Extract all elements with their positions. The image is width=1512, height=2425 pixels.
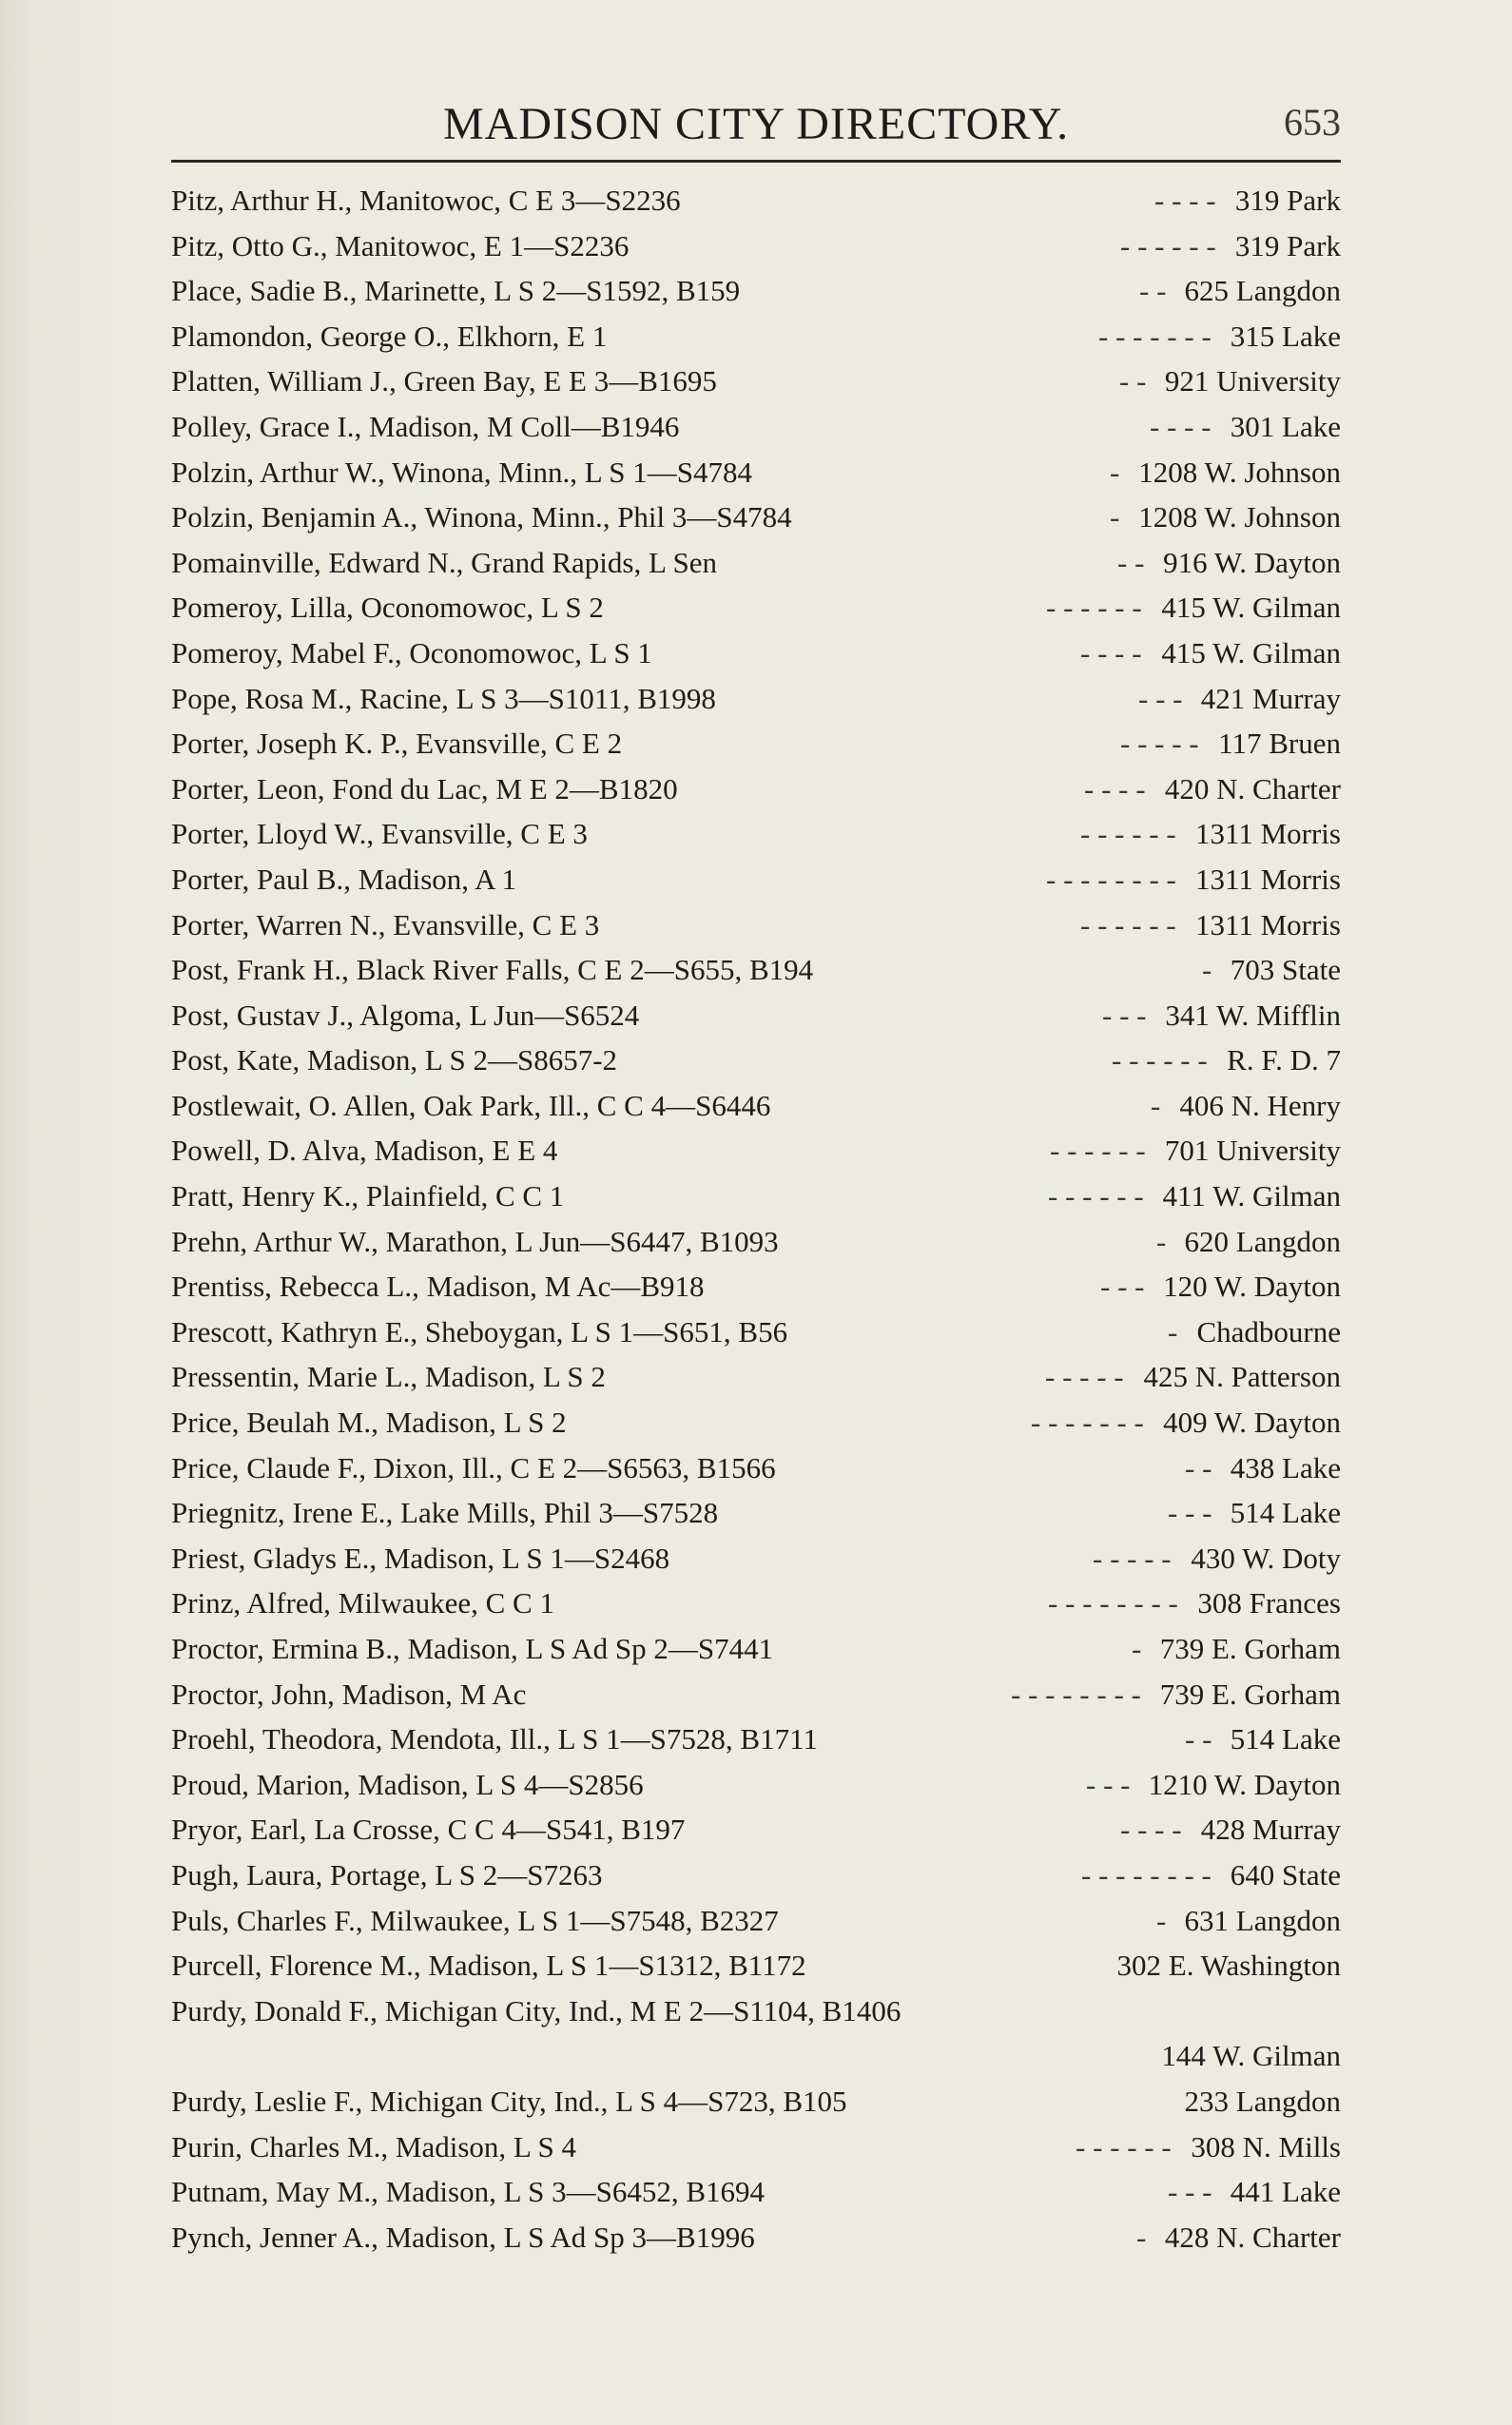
entry-leader-dashes: - - - - - <box>1093 1541 1172 1575</box>
directory-entry <box>171 1898 1341 1944</box>
entry-leader-dashes: - - - - - - <box>1080 817 1176 851</box>
entry-address: R. F. D. 7 <box>1227 1043 1341 1077</box>
entry-name: Pressentin, Marie L., Madison, L S 2 <box>171 1360 606 1394</box>
entry-leader-dashes: - - - - - - <box>1050 1134 1146 1168</box>
directory-entry <box>171 450 1341 495</box>
entry-address: 631 Langdon <box>1184 1903 1341 1937</box>
entry-name: Plamondon, George O., Elkhorn, E 1 <box>171 319 608 353</box>
header-rule <box>171 160 1341 163</box>
entry-name: Purdy, Leslie F., Michigan City, Ind., L S 4—S723, B105 <box>171 2084 847 2118</box>
entry-address: 415 W. Gilman <box>1161 635 1341 669</box>
directory-entry <box>171 1762 1341 1808</box>
entry-address: 921 University <box>1164 364 1341 398</box>
entry-address: 411 W. Gilman <box>1162 1179 1341 1213</box>
entry-address: 1210 W. Dayton <box>1148 1767 1341 1801</box>
directory-entry <box>171 2079 1341 2124</box>
entry-address: 1311 Morris <box>1195 817 1341 851</box>
directory-entry <box>171 178 1341 223</box>
entry-name: Porter, Warren N., Evansville, C E 3 <box>171 907 600 941</box>
entry-leader-dashes: - - - - - <box>1045 1360 1124 1394</box>
entry-name: Porter, Joseph K. P., Evansville, C E 2 <box>171 727 623 761</box>
directory-entry <box>171 1807 1341 1853</box>
entry-address: 1311 Morris <box>1195 862 1341 896</box>
page-title: MADISON CITY DIRECTORY. <box>443 99 1070 149</box>
entry-name: Putnam, May M., Madison, L S 3—S6452, B1694 <box>171 2175 766 2209</box>
entry-address: 144 W. Gilman <box>1161 2039 1341 2073</box>
directory-entry <box>171 2215 1341 2260</box>
entry-name: Post, Frank H., Black River Falls, C E 2—S655, B194 <box>171 953 814 987</box>
entry-address: 409 W. Dayton <box>1163 1406 1341 1440</box>
entry-leader-dashes: - <box>1151 1088 1161 1122</box>
entry-leader-dashes: - - - - - - <box>1046 591 1142 625</box>
entry-leader-dashes: - - <box>1119 364 1147 398</box>
entry-leader-dashes: - - - - <box>1080 635 1142 669</box>
entry-leader-dashes: - - - - - - - - <box>1081 1857 1212 1892</box>
entry-address: 916 W. Dayton <box>1163 545 1341 579</box>
entry-address: 233 Langdon <box>1184 2084 1341 2118</box>
directory-entry <box>171 404 1341 450</box>
entry-address: 1311 Morris <box>1195 907 1341 941</box>
entry-name: Priest, Gladys E., Madison, L S 1—S2468 <box>171 1541 670 1575</box>
entry-leader-dashes: - - - - <box>1154 184 1216 217</box>
entry-name: Porter, Leon, Fond du Lac, M E 2—B1820 <box>171 771 678 805</box>
entry-name: Powell, D. Alva, Madison, E E 4 <box>171 1134 558 1168</box>
entry-address: 430 W. Doty <box>1191 1541 1341 1575</box>
entry-address: 701 University <box>1164 1134 1341 1168</box>
entry-address: 421 Murray <box>1200 681 1341 715</box>
entry-name: Pomeroy, Mabel F., Oconomowoc, L S 1 <box>171 635 652 669</box>
directory-entry <box>171 1988 1341 2079</box>
entry-address: 438 Lake <box>1230 1450 1341 1484</box>
directory-entry <box>171 811 1341 857</box>
directory-entry <box>171 1219 1341 1265</box>
entry-address: 120 W. Dayton <box>1163 1270 1341 1304</box>
entry-name: Purcell, Florence M., Madison, L S 1—S1312, B1172 <box>171 1949 806 1983</box>
entry-leader-dashes: - - - - - - <box>1080 907 1176 941</box>
entry-name: Postlewait, O. Allen, Oak Park, Ill., C C 4—S6446 <box>171 1088 771 1122</box>
directory-entry <box>171 268 1341 314</box>
entry-leader-dashes: - - - - - - <box>1048 1179 1144 1213</box>
entry-name: Place, Sadie B., Marinette, L S 2—S1592, B159 <box>171 274 741 308</box>
entry-name: Pomainville, Edward N., Grand Rapids, L Sen <box>171 545 717 579</box>
entry-name: Porter, Paul B., Madison, A 1 <box>171 862 517 896</box>
entry-leader-dashes: - - - - - - - - <box>1048 1586 1178 1620</box>
entry-leader-dashes: - - - <box>1102 998 1147 1032</box>
entry-name: Purin, Charles M., Madison, L S 4 <box>171 2129 576 2163</box>
entry-address: 739 E. Gorham <box>1159 1632 1341 1665</box>
directory-entry <box>171 630 1341 676</box>
page-number: 653 <box>1284 101 1341 144</box>
entry-name: Platten, William J., Green Bay, E E 3—B1695 <box>171 364 717 398</box>
entry-leader-dashes: - - - <box>1138 681 1183 715</box>
directory-entry <box>171 721 1341 766</box>
entry-name: Price, Claude F., Dixon, Ill., C E 2—S6563, B1566 <box>171 1450 776 1484</box>
entry-leader-dashes: - - <box>1185 1450 1212 1484</box>
entry-address: 739 E. Gorham <box>1159 1677 1341 1711</box>
entry-leader-dashes: - - - - <box>1084 771 1146 805</box>
entry-leader-dashes: - - - - - - - <box>1031 1406 1144 1440</box>
entry-address: 415 W. Gilman <box>1161 591 1341 625</box>
directory-entry <box>171 359 1341 404</box>
entry-address: 625 Langdon <box>1184 274 1341 308</box>
entry-name: Post, Kate, Madison, L S 2—S8657-2 <box>171 1043 618 1077</box>
entry-leader-dashes: - - - - - - - <box>1098 319 1212 353</box>
directory-entry <box>171 993 1341 1038</box>
directory-entry <box>171 1536 1341 1581</box>
directory-entry <box>171 1445 1341 1491</box>
entry-name: Pryor, Earl, La Crosse, C C 4—S541, B197 <box>171 1813 686 1847</box>
entry-address: 640 State <box>1230 1857 1341 1892</box>
directory-entry <box>171 676 1341 722</box>
directory-entry <box>171 495 1341 540</box>
directory-entry <box>171 766 1341 812</box>
entry-address: 302 E. Washington <box>1116 1949 1341 1983</box>
entry-name: Pitz, Arthur H., Manitowoc, C E 3—S2236 <box>171 184 681 217</box>
entry-name: Pitz, Otto G., Manitowoc, E 1—S2236 <box>171 228 630 262</box>
directory-entry <box>171 540 1341 586</box>
entry-address: 406 N. Henry <box>1179 1088 1341 1122</box>
entry-address: 319 Park <box>1234 228 1341 262</box>
entry-address: Chadbourne <box>1196 1314 1341 1348</box>
directory-entry <box>171 1626 1341 1672</box>
entry-name: Pugh, Laura, Portage, L S 2—S7263 <box>171 1857 603 1892</box>
entry-address: 420 N. Charter <box>1164 771 1341 805</box>
entry-address: 514 Lake <box>1230 1722 1341 1756</box>
entry-address: 1208 W. Johnson <box>1138 500 1341 534</box>
entry-address: 428 Murray <box>1200 1813 1341 1847</box>
directory-entry <box>171 1128 1341 1174</box>
entry-name: Porter, Lloyd W., Evansville, C E 3 <box>171 817 588 851</box>
entry-leader-dashes: - - - - <box>1150 409 1212 443</box>
entry-name: Prinz, Alfred, Milwaukee, C C 1 <box>171 1586 554 1620</box>
entry-name: Pope, Rosa M., Racine, L S 3—S1011, B1998 <box>171 681 716 715</box>
entry-leader-dashes: - - - <box>1168 2175 1212 2209</box>
entry-address: 514 Lake <box>1230 1496 1341 1530</box>
entry-name: Proehl, Theodora, Mendota, Ill., L S 1—S7528, B1711 <box>171 1722 818 1756</box>
entry-leader-dashes: - - - - - - <box>1112 1043 1208 1077</box>
entry-name: Pomeroy, Lilla, Oconomowoc, L S 2 <box>171 591 604 625</box>
entry-leader-dashes: - - - <box>1100 1270 1145 1304</box>
entry-name: Prescott, Kathryn E., Sheboygan, L S 1—S651, B56 <box>171 1314 788 1348</box>
directory-entry <box>171 902 1341 948</box>
entry-leader-dashes: - <box>1132 1632 1142 1665</box>
directory-entry <box>171 1264 1341 1310</box>
entry-leader-dashes: - <box>1168 1314 1178 1348</box>
entry-address: 341 W. Mifflin <box>1165 998 1341 1032</box>
entry-leader-dashes: - - - <box>1168 1496 1212 1530</box>
entry-address: 319 Park <box>1234 184 1341 217</box>
entry-address: 315 Lake <box>1230 319 1341 353</box>
entry-address: 441 Lake <box>1230 2175 1341 2209</box>
entry-leader-dashes: - - - <box>1086 1767 1131 1801</box>
entry-name: Purdy, Donald F., Michigan City, Ind., M E 2—S1104, B1406 <box>171 1993 901 2027</box>
entry-name: Proctor, Ermina B., Madison, L S Ad Sp 2—S7441 <box>171 1632 774 1665</box>
directory-entry <box>171 1717 1341 1762</box>
entry-leader-dashes: - - <box>1185 1722 1212 1756</box>
directory-entry <box>171 1672 1341 1717</box>
entry-name: Pynch, Jenner A., Madison, L S Ad Sp 3—B1996 <box>171 2220 755 2254</box>
entry-leader-dashes: - - <box>1139 274 1167 308</box>
entry-leader-dashes: - <box>1136 2220 1147 2254</box>
directory-entry <box>171 2124 1341 2170</box>
directory-entries <box>171 178 1341 2260</box>
entry-leader-dashes: - <box>1156 1224 1167 1258</box>
page-header <box>171 90 1341 157</box>
entry-leader-dashes: - <box>1110 500 1120 534</box>
entry-leader-dashes: - - - - - <box>1120 727 1199 761</box>
directory-entry <box>171 1354 1341 1400</box>
entry-leader-dashes: - <box>1110 455 1120 489</box>
entry-name: Polzin, Arthur W., Winona, Minn., L S 1—S4784 <box>171 455 753 489</box>
directory-entry <box>171 314 1341 359</box>
directory-entry <box>171 1038 1341 1083</box>
directory-entry <box>171 1083 1341 1129</box>
entry-name: Priegnitz, Irene E., Lake Mills, Phil 3—S7528 <box>171 1496 719 1530</box>
entry-name: Prentiss, Rebecca L., Madison, M Ac—B918 <box>171 1270 705 1304</box>
entry-address: 308 N. Mills <box>1191 2129 1341 2163</box>
entry-address: 428 N. Charter <box>1164 2220 1341 2254</box>
directory-entry <box>171 1310 1341 1355</box>
entry-name: Pratt, Henry K., Plainfield, C C 1 <box>171 1179 565 1213</box>
entry-leader-dashes: - <box>1202 953 1212 987</box>
entry-name: Polley, Grace I., Madison, M Coll—B1946 <box>171 409 680 443</box>
entry-address: 620 Langdon <box>1184 1224 1341 1258</box>
entry-leader-dashes: - - - - <box>1120 1813 1182 1847</box>
directory-entry <box>171 1490 1341 1536</box>
entry-address: 1208 W. Johnson <box>1138 455 1341 489</box>
entry-address: 425 N. Patterson <box>1143 1360 1341 1394</box>
entry-address: 301 Lake <box>1230 409 1341 443</box>
directory-entry <box>171 1581 1341 1626</box>
entry-leader-dashes: - - - - - - <box>1120 228 1216 262</box>
directory-entry <box>171 2169 1341 2215</box>
directory-entry <box>171 223 1341 269</box>
entry-leader-dashes: - - - - - - - - <box>1046 862 1176 896</box>
directory-entry <box>171 1943 1341 1988</box>
entry-leader-dashes: - - <box>1117 545 1145 579</box>
entry-address: 703 State <box>1230 953 1341 987</box>
directory-entry <box>171 1400 1341 1445</box>
entry-leader-dashes: - - - - - - <box>1076 2129 1172 2163</box>
entry-leader-dashes: - <box>1156 1903 1167 1937</box>
entry-name: Proud, Marion, Madison, L S 4—S2856 <box>171 1767 644 1801</box>
entry-name: Puls, Charles F., Milwaukee, L S 1—S7548, B2327 <box>171 1903 779 1937</box>
entry-name: Post, Gustav J., Algoma, L Jun—S6524 <box>171 998 640 1032</box>
directory-entry <box>171 1853 1341 1898</box>
directory-entry <box>171 585 1341 630</box>
entry-name: Polzin, Benjamin A., Winona, Minn., Phil 3—S4784 <box>171 500 792 534</box>
entry-address: 308 Frances <box>1197 1586 1341 1620</box>
entry-name: Prehn, Arthur W., Marathon, L Jun—S6447, B1093 <box>171 1224 779 1258</box>
entry-leader-dashes: - - - - - - - - <box>1011 1677 1141 1711</box>
directory-entry <box>171 1174 1341 1219</box>
directory-entry <box>171 857 1341 902</box>
entry-name: Proctor, John, Madison, M Ac <box>171 1677 527 1711</box>
entry-name: Price, Beulah M., Madison, L S 2 <box>171 1406 567 1440</box>
directory-entry <box>171 947 1341 993</box>
entry-address: 117 Bruen <box>1218 727 1341 761</box>
